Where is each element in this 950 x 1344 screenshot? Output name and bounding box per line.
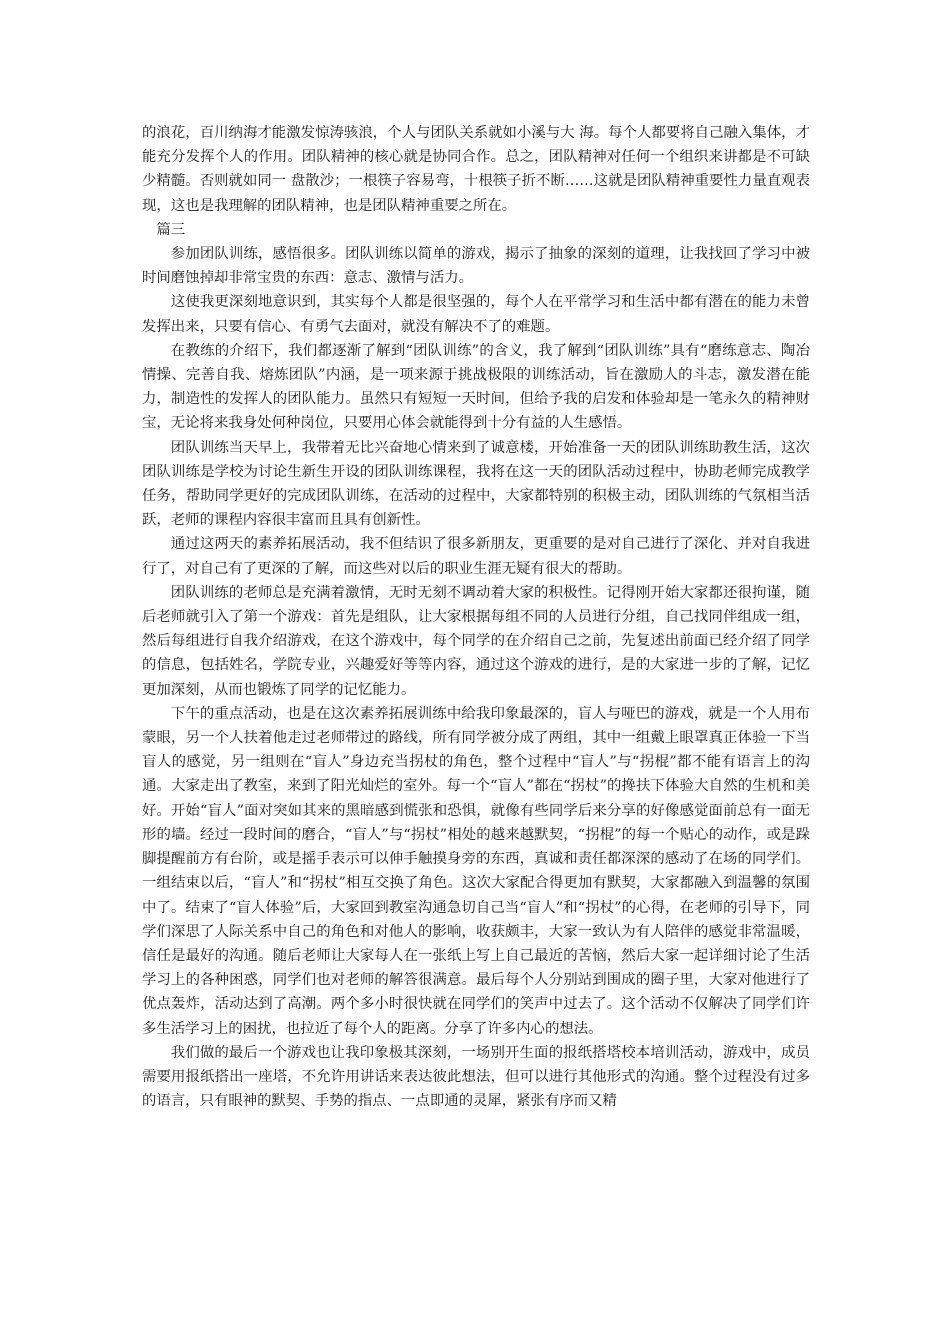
section-heading: 篇三 <box>156 221 186 238</box>
paragraph-7: 通过这两天的素养拓展活动，我不但结识了很多新朋友，更重要的是对自己进行了深化、并对自我进行了，对自己有了更深的了解，而这些对以后的职业生涯无疑有很大的帮助。 <box>142 536 810 577</box>
paragraph-4: 这使我更深刻地意识到，其实每个人都是很坚强的，每个人在平常学习和生活中都有潜在的能力未曾发挥出来，只要有信心、有勇气去面对，就没有解决不了的难题。 <box>142 294 810 335</box>
document-body <box>142 121 810 1113</box>
paragraph-5: 在教练的介绍下，我们都逐渐了解到“团队训练”的含义，我了解到“团队训练”具有“磨练意志、陶冶情操、完善自我、熔炼团队”内涵，是一项来源于挑战极限的训练活动，旨在激励人的斗志，激发潜在能力，制造性的发挥人的团队能力。虽然只有短短一天时间，但给予我的启发和体验却是一笔永久的精神财宝，无论将来我身处何种岗位，只要用心体会就能得到十分有益的人生感悟。 <box>142 342 810 432</box>
paragraph-1: 的浪花，百川纳海才能激发惊涛骇浪，个人与团队关系就如小溪与大 海。每个人都要将自己融入集体，才能充分发挥个人的作用。团队精神的核心就是协同合作。总之，团队精神对任何一个组织来讲都是不可缺少精髓。否则就如同一 盘散沙；一根筷子容易弯，十根筷子折不断……这就是团队精神重要性力量直观表现，这也是我理解的团队精神，也是团队精神重要之所在。 <box>142 125 810 214</box>
paragraph-3: 参加团队训练，感悟很多。团队训练以简单的游戏，揭示了抽象的深刻的道理，让我找回了学习中被时间磨蚀掉却非常宝贵的东西：意志、激情与活力。 <box>142 246 810 287</box>
paragraph-9: 下午的重点活动，也是在这次素养拓展训练中给我印象最深的，盲人与哑巴的游戏，就是一个人用布蒙眼，另一个人扶着他走过老师带过的路线，所有同学被分成了两组，其中一组戴上眼罩真正体验一下当盲人的感觉，另一组则在“盲人”身边充当拐杖的角色，整个过程中“盲人”与“拐棍”都不能有语言上的沟通。大家走出了教室，来到了阳光灿烂的室外。每一个“盲人”都在“拐杖”的搀扶下体验大自然的生机和美好。开始“盲人”面对突如其来的黑暗感到慌张和恐惧，就像有些同学后来分享的好像感觉面前总有一面无形的墙。经过一段时间的磨合，“盲人”与“拐杖”相处的越来越默契，“拐棍”的每一个贴心的动作，或是跺脚提醒前方有台阶，或是摇手表示可以伸手触摸身旁的东西，真诚和责任都深深的感动了在场的同学们。一组结束以后，“盲人”和“拐杖”相互交换了角色。这次大家配合得更加有默契，大家都融入到温馨的氛围中了。结束了“盲人体验”后，大家回到教室沟通急切自己当“盲人”和“拐杖”的心得，在老师的引导下，同学们深思了人际关系中自己的角色和对他人的影响，收获颇丰，大家一致认为有人陪伴的感觉非常温暖，信任是最好的沟通。随后老师让大家每人在一张纸上写上自己最近的苦恼，然后大家一起详细讨论了生活学习上的各种困惑，同学们也对老师的解答很满意。最后每个人分别站到围成的圈子里，大家对他进行了优点轰炸，活动达到了高潮。两个多小时很快就在同学们的笑声中过去了。这个活动不仅解决了同学们许多生活学习上的困扰，也拉近了每个人的距离。分享了许多内心的想法。 <box>142 705 810 1037</box>
paragraph-10: 我们做的最后一个游戏也让我印象极其深刻，一场别开生面的报纸搭塔校本培训活动，游戏中，成员需要用报纸搭出一座塔，不允许用讲话来表达彼此想法，但可以进行其他形式的沟通。整个过程没有过多的语言，只有眼神的默契、手势的指点、一点即通的灵犀，紧张有序而又精 <box>142 1044 810 1110</box>
paragraph-6: 团队训练当天早上，我带着无比兴奋地心情来到了诚意楼，开始准备一天的团队训练助教生活，这次团队训练是学校为讨论生新生开设的团队训练课程，我将在这一天的团队活动过程中，协助老师完成教学任务，帮助同学更好的完成团队训练，在活动的过程中，大家都特别的积极主动，团队训练的气氛相当活跃，老师的课程内容很丰富而且具有创新性。 <box>142 439 810 529</box>
paragraph-8: 团队训练的老师总是充满着激情，无时无刻不调动着大家的积极性。记得刚开始大家都还很拘谨，随后老师就引入了第一个游戏：首先是组队，让大家根据每组不同的人员进行分组，自己找同伴组成一组，然后每组进行自我介绍游戏，在这个游戏中，每个同学的在介绍自己之前，先复述出前面已经介绍了同学的信息，包括姓名，学院专业，兴趣爱好等等内容，通过这个游戏的进行，是的大家进一步的了解，记忆更加深刻，从而也锻炼了同学的记忆能力。 <box>142 584 810 698</box>
